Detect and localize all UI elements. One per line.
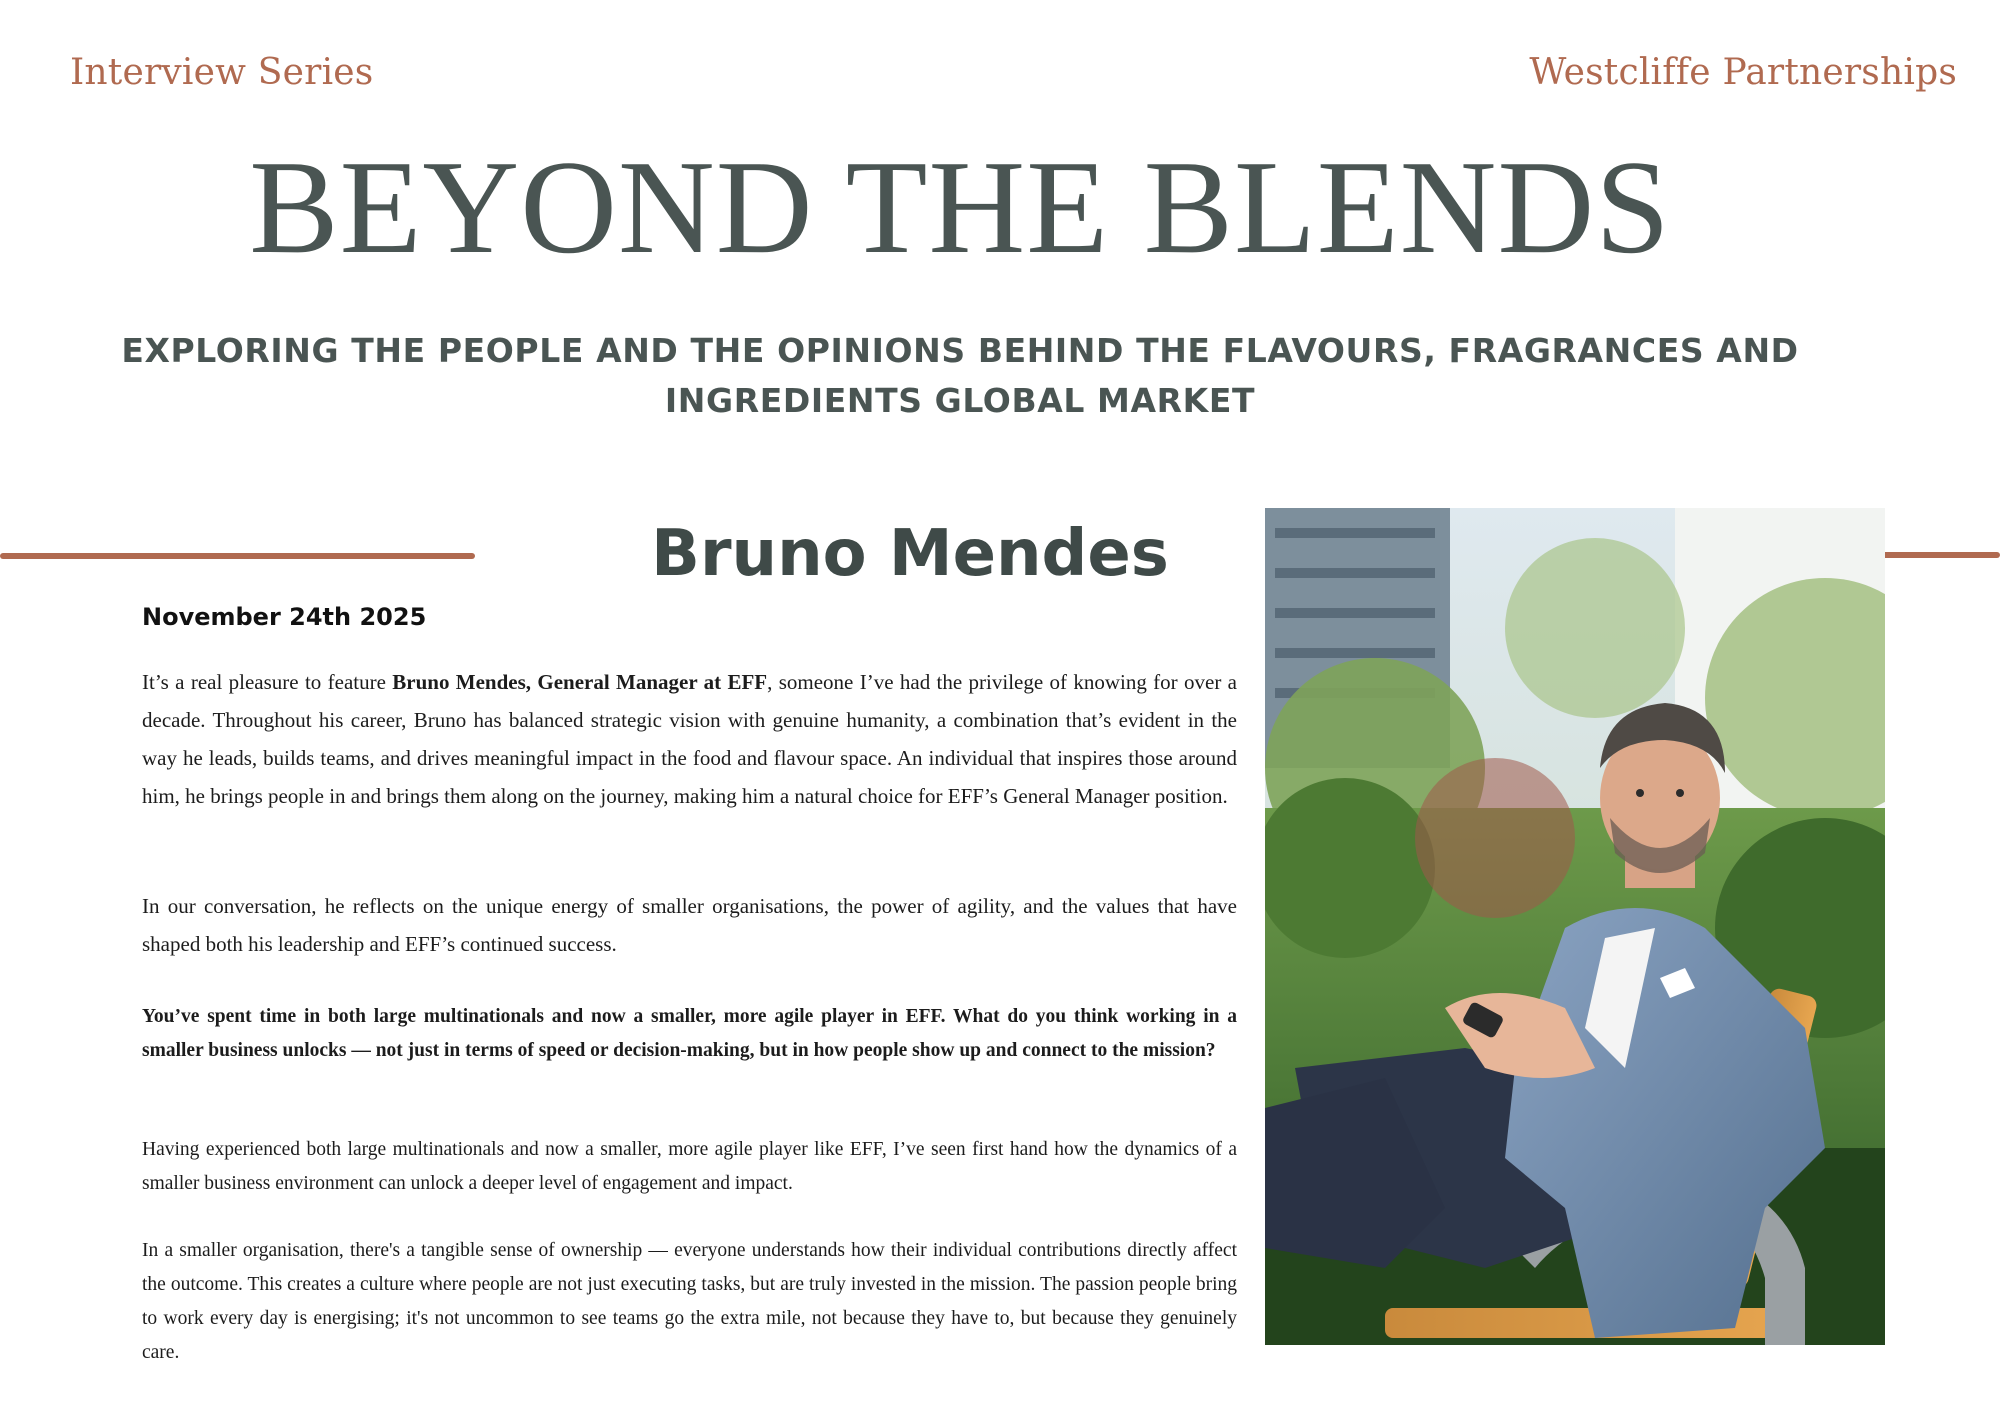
right-divider: [1880, 552, 2000, 558]
intro-bold: Bruno Mendes, General Manager at EFF: [392, 670, 768, 694]
summary-paragraph: [142, 887, 1237, 963]
answer-paragraph-2: [142, 1234, 1237, 1370]
intro-paragraph: [142, 663, 1237, 815]
intro-rest: , someone I’ve had the privilege of knowing for over a decade. Throughout his career, Bruno has balanced strategic vision with genuine humanity, a combination that’s evident in the way he leads, builds teams, and drives meaningful impact in the food and flavour space. An individual that inspires those around him, he brings people in and brings them along on the journey, making him a natural choice for EFF’s General Manager position.: [142, 670, 1237, 808]
portrait-photo: [1265, 508, 1885, 1345]
page-subtitle: EXPLORING THE PEOPLE AND THE OPINIONS BEHIND THE FLAVOURS, FRAGRANCES AND INGREDIENTS GLOBAL MARKET: [121, 331, 1799, 420]
summary-text: In our conversation, he reflects on the unique energy of smaller organisations, the power of agility, and the values that have shaped both his leadership and EFF’s continued success.: [142, 894, 1237, 956]
page-title: BEYOND THE BLENDS: [249, 133, 1671, 281]
brand-name: Westcliffe Partnerships: [1529, 52, 1957, 93]
interviewee-name: Bruno Mendes: [651, 517, 1169, 591]
left-divider: [0, 553, 475, 559]
intro-lead: It’s a real pleasure to feature: [142, 670, 393, 694]
series-label: Interview Series: [70, 52, 374, 93]
answer-text-1: Having experienced both large multinationals and now a smaller, more agile player like EFF, I’ve seen first hand how the dynamics of a smaller business environment can unlock a deeper level of engagement and impact.: [142, 1139, 1237, 1194]
interview-question: [142, 1000, 1237, 1068]
article-date: November 24th 2025: [142, 603, 427, 631]
question-text: You’ve spent time in both large multinationals and now a smaller, more agile player in EFF. What do you think working in a smaller business unlocks — not just in terms of speed or decision-making, but in how people show up and connect to the mission?: [142, 1006, 1237, 1061]
answer-paragraph-1: [142, 1133, 1237, 1201]
answer-text-2: In a smaller organisation, there's a tangible sense of ownership — everyone understands how their individual contributions directly affect the outcome. This creates a culture where people are not just executing tasks, but are truly invested in the mission. The passion people bring to work every day is energising; it's not uncommon to see teams go the extra mile, not because they have to, but because they genuinely care.: [142, 1240, 1237, 1363]
